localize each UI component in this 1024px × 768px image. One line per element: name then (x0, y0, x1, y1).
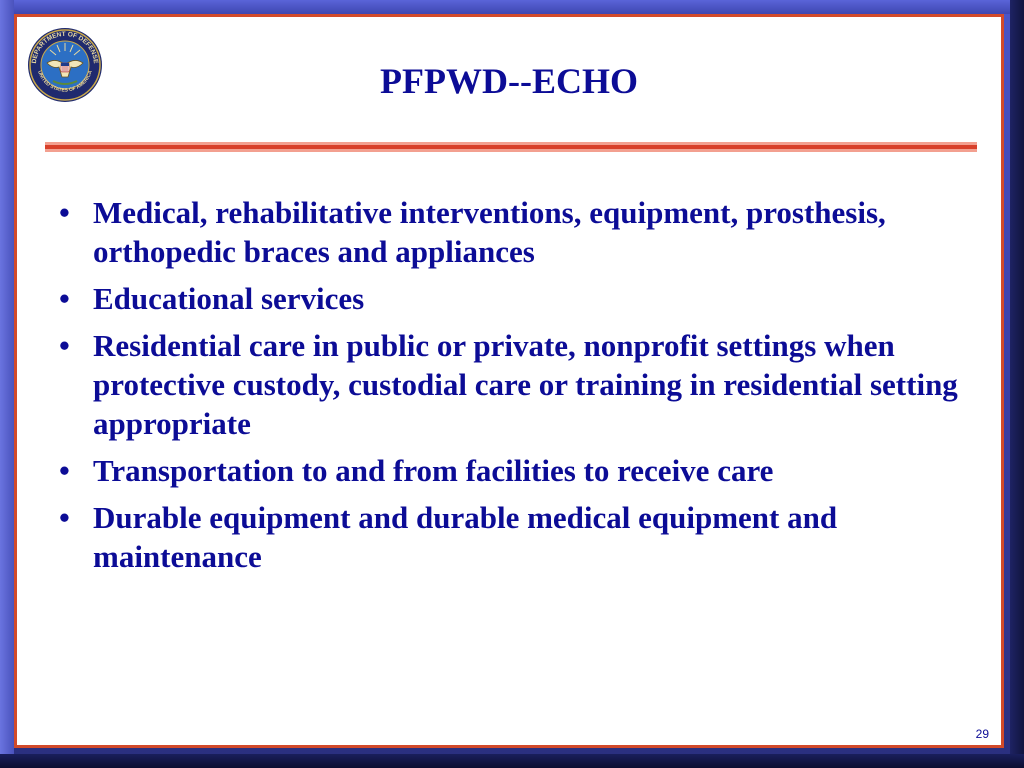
bullet-item (59, 326, 989, 443)
bullet-icon: • (59, 281, 70, 316)
page-number: 29 (975, 727, 989, 741)
frame-bevel-bottom (0, 754, 1024, 768)
bullet-text: Durable equipment and durable medical equipment and maintenance (93, 500, 838, 574)
svg-text:DEPARTMENT OF DEFENSE: DEPARTMENT OF DEFENSE (30, 30, 100, 64)
slide-title: PFPWD--ECHO (380, 61, 638, 101)
bullet-icon: • (59, 195, 70, 230)
frame-bevel-left (0, 0, 14, 768)
bullet-icon: • (59, 500, 70, 535)
bullet-text: Residential care in public or private, nonprofit settings when protective custody, custodial care or training in residential setting appropriate (93, 328, 958, 441)
bullet-text: Medical, rehabilitative interventions, equipment, prosthesis, orthopedic braces and appliances (93, 195, 886, 269)
bullet-item (59, 193, 989, 271)
bullet-icon: • (59, 453, 70, 488)
bullet-item (59, 451, 989, 490)
bullet-text: Transportation to and from facilities to receive care (93, 453, 774, 488)
bullet-text: Educational services (93, 281, 365, 316)
bullet-item (59, 279, 989, 318)
svg-text:UNITED STATES OF AMERICA: UNITED STATES OF AMERICA (36, 69, 94, 94)
bullet-item (59, 498, 989, 576)
frame-bevel-right (1010, 0, 1024, 768)
bullet-icon: • (59, 328, 70, 363)
title-divider (45, 142, 977, 152)
bullet-list (59, 193, 989, 584)
frame-bevel-top (0, 0, 1024, 14)
slide (14, 14, 1004, 748)
